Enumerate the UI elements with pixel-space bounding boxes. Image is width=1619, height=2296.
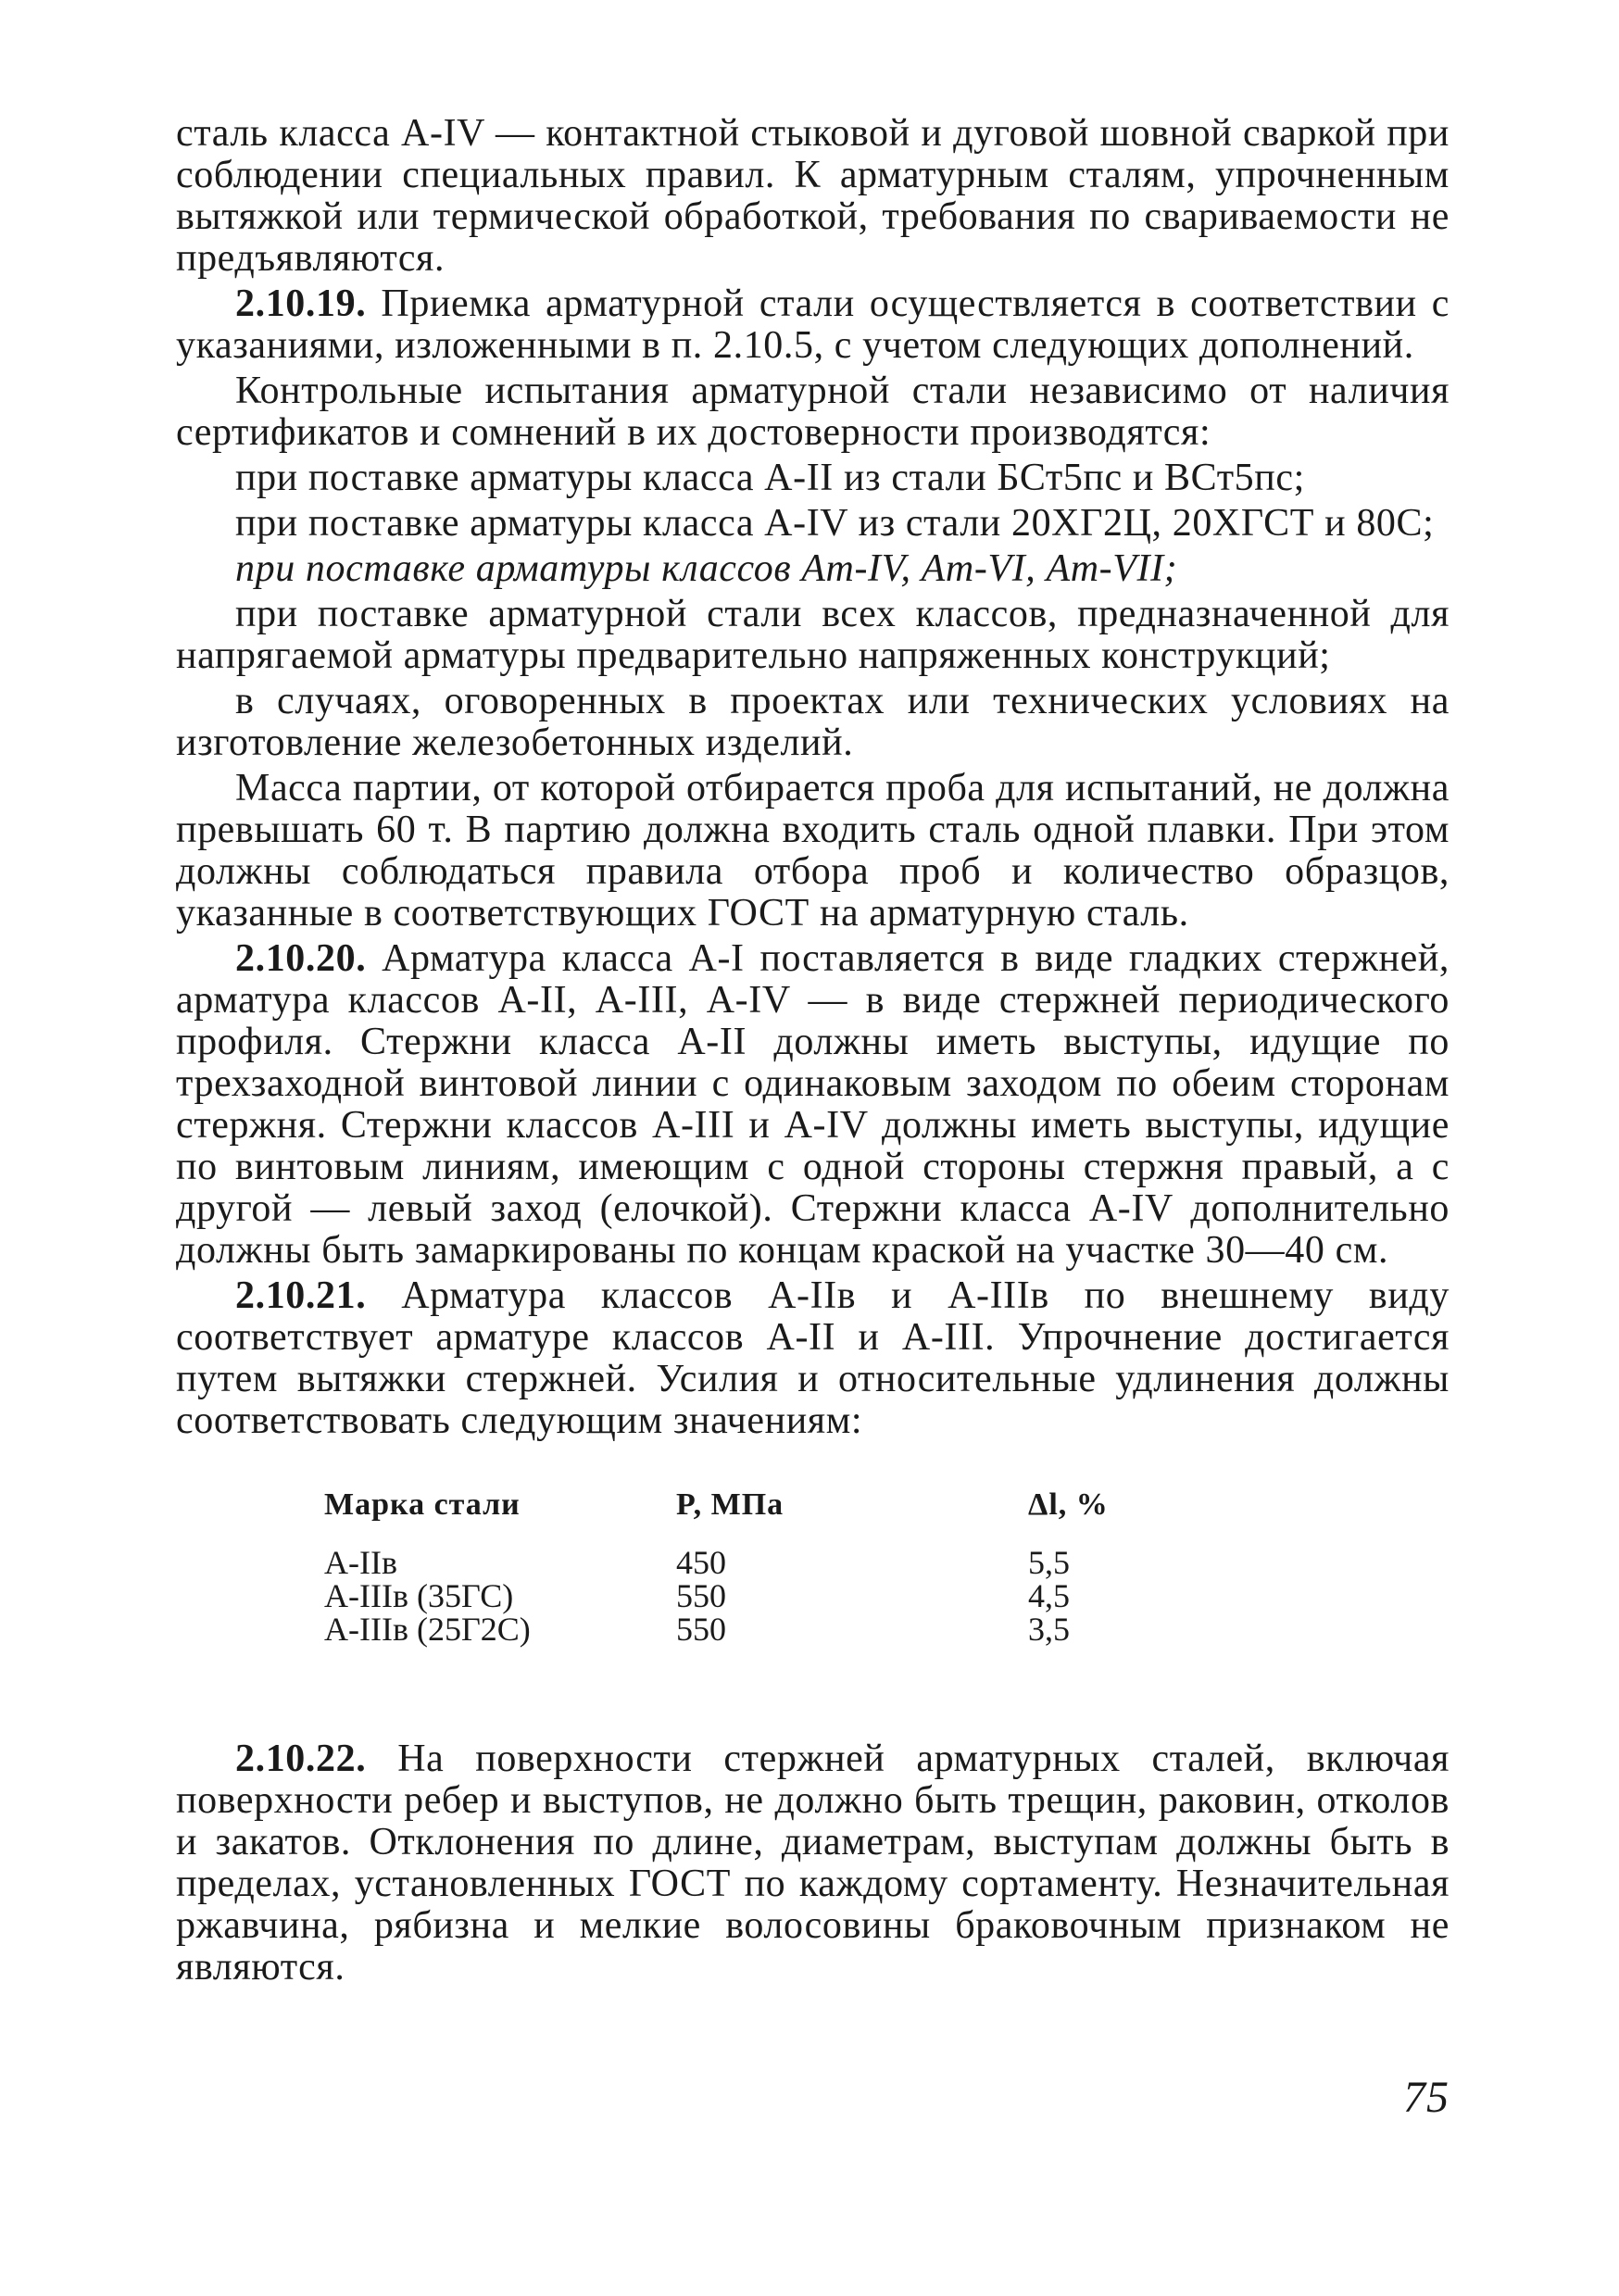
paragraph-text: при поставке арматуры классов Ат-IV, Ат-VI, Ат-VII; bbox=[235, 547, 1178, 590]
table-row bbox=[324, 1546, 1158, 1579]
section-number: 2.10.19. bbox=[235, 282, 367, 325]
cell-steel-grade: А-IIв bbox=[324, 1544, 397, 1581]
paragraph-text: при поставке арматуры класса А-IV из стали 20ХГ2Ц, 20ХГСТ и 80С; bbox=[235, 502, 1435, 545]
section-number: 2.10.21. bbox=[235, 1274, 367, 1317]
paragraph-text: На поверхности стержней арматурных сталей, включая поверхности ребер и выступов, не должно быть трещин, раковин, отколов и закатов. Отклонения по длине, диаметрам, выступам должны быть в пределах, установленных ГОСТ по каждому сортаменту. Незначительная ржавчина, рябизна и мелкие волосовины браковочным признаком не являются. bbox=[176, 1738, 1450, 1989]
cell-force: 450 bbox=[676, 1544, 726, 1581]
steel-table-container bbox=[176, 1488, 1450, 1738]
paragraph-text: Приемка арматурной стали осуществляется в соответствии с указаниями, изложенными в п. 2.10.5, с учетом следующих дополнений. bbox=[176, 282, 1450, 367]
paragraph-2-10-22 bbox=[176, 1738, 1450, 1989]
cell-elongation: 4,5 bbox=[1028, 1577, 1070, 1614]
paragraph-text: Арматура классов А-IIв и А-IIIв по внешнему виду соответствует арматуре классов А-II и А-III. Упрочнение достигается путем вытяжки стержней. Усилия и относительные удлинения должны соответствовать следующим значениям: bbox=[176, 1274, 1450, 1442]
list-item bbox=[176, 681, 1450, 764]
paragraph bbox=[176, 370, 1450, 454]
table-row bbox=[324, 1579, 1158, 1612]
paragraph-2-10-20 bbox=[176, 938, 1450, 1272]
paragraph-text: Арматура класса А-I поставляется в виде гладких стержней, арматура классов А-II, А-III, А-IV — в виде стержней периодического профиля. Стержни класса А-II должны иметь выступы, идущие по трехзаходной винтовой линии с одинаковым заходом по обеим сторонам стержня. Стержни классов А-III и А-IV должны иметь выступы, идущие по винтовым линиям, имеющим с одной стороны стержня правый, а с другой — левый заход (елочкой). Стержни класса А-IV дополнительно должны быть замаркированы по концам краской на участке 30—40 см. bbox=[176, 937, 1450, 1272]
document-page bbox=[176, 113, 1450, 2243]
column-header-steel-grade: Марка стали bbox=[324, 1487, 521, 1522]
page-number: 75 bbox=[1403, 2073, 1450, 2122]
column-header-elongation: Δl, % bbox=[1028, 1487, 1109, 1522]
cell-force: 550 bbox=[676, 1611, 726, 1648]
paragraph-text: сталь класса А-IV — контактной стыковой и дуговой шовной сваркой при соблюдении специальных правил. К арматурным сталям, упрочненным вытяжкой или термической обработкой, требования по свариваемости не предъявляются. bbox=[176, 112, 1450, 280]
paragraph-2-10-19 bbox=[176, 283, 1450, 367]
table-row bbox=[324, 1612, 1158, 1646]
paragraph bbox=[176, 113, 1450, 280]
paragraph-text: Масса партии, от которой отбирается проба для испытаний, не должна превышать 60 т. В партию должна входить сталь одной плавки. При этом должны соблюдаться правила отбора проб и количество образцов, указанные в соответствующих ГОСТ на арматурную сталь. bbox=[176, 767, 1450, 935]
paragraph-text: Контрольные испытания арматурной стали независимо от наличия сертификатов и сомнений в их достоверности производятся: bbox=[176, 370, 1450, 454]
body-text-top bbox=[176, 113, 1450, 1442]
section-number: 2.10.22. bbox=[235, 1738, 367, 1780]
cell-steel-grade: А-IIIв (35ГС) bbox=[324, 1577, 514, 1614]
cell-elongation: 5,5 bbox=[1028, 1544, 1070, 1581]
paragraph-text: при поставке арматурной стали всех классов, предназначенной для напрягаемой арматуры предварительно напряженных конструкций; bbox=[176, 593, 1450, 677]
list-item bbox=[176, 548, 1450, 590]
steel-grades-table bbox=[324, 1488, 1158, 1646]
paragraph bbox=[176, 768, 1450, 935]
list-item bbox=[176, 594, 1450, 677]
column-header-force: P, МПа bbox=[676, 1487, 784, 1522]
cell-force: 550 bbox=[676, 1577, 726, 1614]
list-item bbox=[176, 503, 1450, 545]
paragraph-2-10-21 bbox=[176, 1275, 1450, 1442]
section-number: 2.10.20. bbox=[235, 937, 367, 980]
list-item bbox=[176, 458, 1450, 499]
body-text-bottom bbox=[176, 1738, 1450, 1989]
paragraph-text: при поставке арматуры класса А-II из стали БСт5пс и ВСт5пс; bbox=[235, 457, 1305, 499]
table-header-row bbox=[324, 1488, 1158, 1546]
cell-elongation: 3,5 bbox=[1028, 1611, 1070, 1648]
paragraph-text: в случаях, оговоренных в проектах или технических условиях на изготовление железобетонных изделий. bbox=[176, 680, 1450, 764]
cell-steel-grade: А-IIIв (25Г2С) bbox=[324, 1611, 531, 1648]
